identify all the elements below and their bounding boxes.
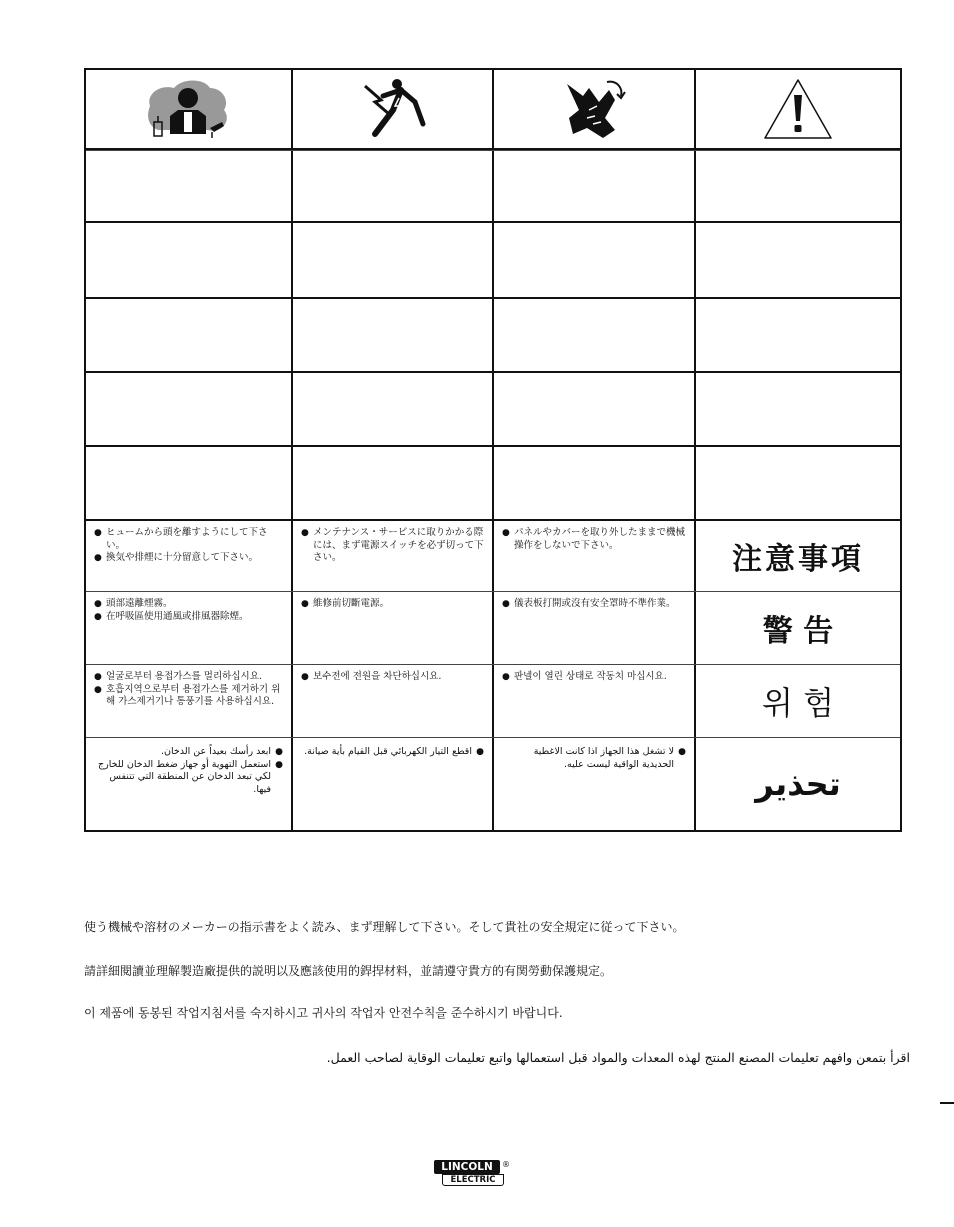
logo-top: LINCOLN: [434, 1160, 500, 1174]
logo-bottom: ELECTRIC: [442, 1174, 504, 1186]
warning-text: ● استعمل التهوية أو جهاز ضغط الدخان للخارج لكي تبعد الدخان عن المنطقة التي تتنفس فيها.: [92, 759, 283, 797]
warning-cell-zh-fumes: [86, 592, 291, 664]
row-divider: [86, 445, 900, 447]
warning-text: ● パネルやカバーを取り外したままで機械操作をしないで下さい。: [502, 527, 688, 552]
warning-text: ● 儀表板打開或沒有安全罩時不準作業。: [502, 598, 688, 611]
warning-cell-ar-shock: [293, 738, 492, 830]
warning-cell-ar-moving-parts: [494, 738, 694, 830]
electric-shock-icon: [293, 70, 492, 148]
warning-text: ● 維修前切斷電源。: [301, 598, 486, 611]
safety-warning-table: [84, 68, 902, 832]
instruction-zh: 請詳細閱讀並理解製造廠提供的説明以及應該使用的銲捍材料，並請遵守貴方的有関勞動保護規定。: [84, 964, 613, 978]
warning-text: ● 換気や排煙に十分留意して下さい。: [94, 552, 285, 565]
heading-ar: تحذير: [755, 765, 841, 803]
warning-cell-ko-moving-parts: [494, 665, 694, 737]
instruction-ar: اقرأ بتمعن وافهم تعليمات المصنع المنتج لهذه المعدات والمواد قبل استعمالها واتبع تعليمات الوقاية لصاحب العمل.: [326, 1050, 910, 1065]
row-divider: [86, 297, 900, 299]
fume-hazard-icon: [86, 70, 291, 148]
instruction-ko: 이 제품에 동봉된 작업지침서를 숙지하시고 귀사의 작업자 안전수칙을 준수하시기 바랍니다.: [84, 1006, 563, 1020]
heading-ja: 注意事項: [732, 542, 864, 577]
warning-cell-zh-shock: [293, 592, 492, 664]
moving-parts-hand-icon: [494, 70, 694, 148]
heading-zh: 警 告: [762, 614, 834, 649]
warning-cell-ko-fumes: [86, 665, 291, 737]
warning-cell-ar-fumes: [86, 738, 291, 830]
warning-text: ● 얼굴로부터 용접가스를 멀리하십시요.: [94, 671, 285, 684]
warning-text: ● メンテナンス・サービスに取りかかる際には、まず電源スイッチを必ず切って下さい。: [301, 527, 486, 565]
logo-registered-mark: ®: [502, 1160, 510, 1169]
row-divider: [86, 221, 900, 223]
warning-exclamation-icon: [696, 70, 900, 148]
warning-cell-zh-moving-parts: [494, 592, 694, 664]
warning-text: ● 호흡지역으로부터 용접가스를 제거하기 위해 가스제거기나 통풍기를 사용하십시요.: [94, 684, 285, 709]
instruction-ja: 使う機械や溶材のメーカーの指示書をよく読み、まず理解して下さい。そして貴社の安全規定に従って下さい。: [84, 920, 685, 934]
lincoln-electric-logo: [434, 1160, 512, 1188]
warning-cell-ja-moving-parts: [494, 521, 694, 591]
row-divider: [86, 150, 900, 151]
warning-text: ● 頭部遠離煙霧。: [94, 598, 285, 611]
warning-text: ● ابعد رأسك بعيداً عن الدخان.: [92, 746, 283, 759]
warning-text: ● اقطع التيار الكهربائي قبل القيام بأية صيانة.: [299, 746, 484, 759]
heading-ko: 위 험: [762, 684, 834, 722]
page-edge-mark: [940, 1102, 954, 1104]
warning-text: ● لا تشغل هذا الجهاز اذا كانت الاغطية الحديدية الواقية ليست عليه.: [500, 746, 686, 771]
warning-cell-ko-shock: [293, 665, 492, 737]
warning-cell-ja-fumes: [86, 521, 291, 591]
warning-text: ● 在呼吸區使用通風或排風器除煙。: [94, 611, 285, 624]
warning-text: ● ヒュームから頭を離すようにして下さい。: [94, 527, 285, 552]
warning-text: ● 판넬이 열린 상태로 작동치 마십시요.: [502, 671, 688, 684]
row-divider: [86, 371, 900, 373]
warning-cell-ja-shock: [293, 521, 492, 591]
warning-text: ● 보수전에 전원을 차단하십시요.: [301, 671, 486, 684]
